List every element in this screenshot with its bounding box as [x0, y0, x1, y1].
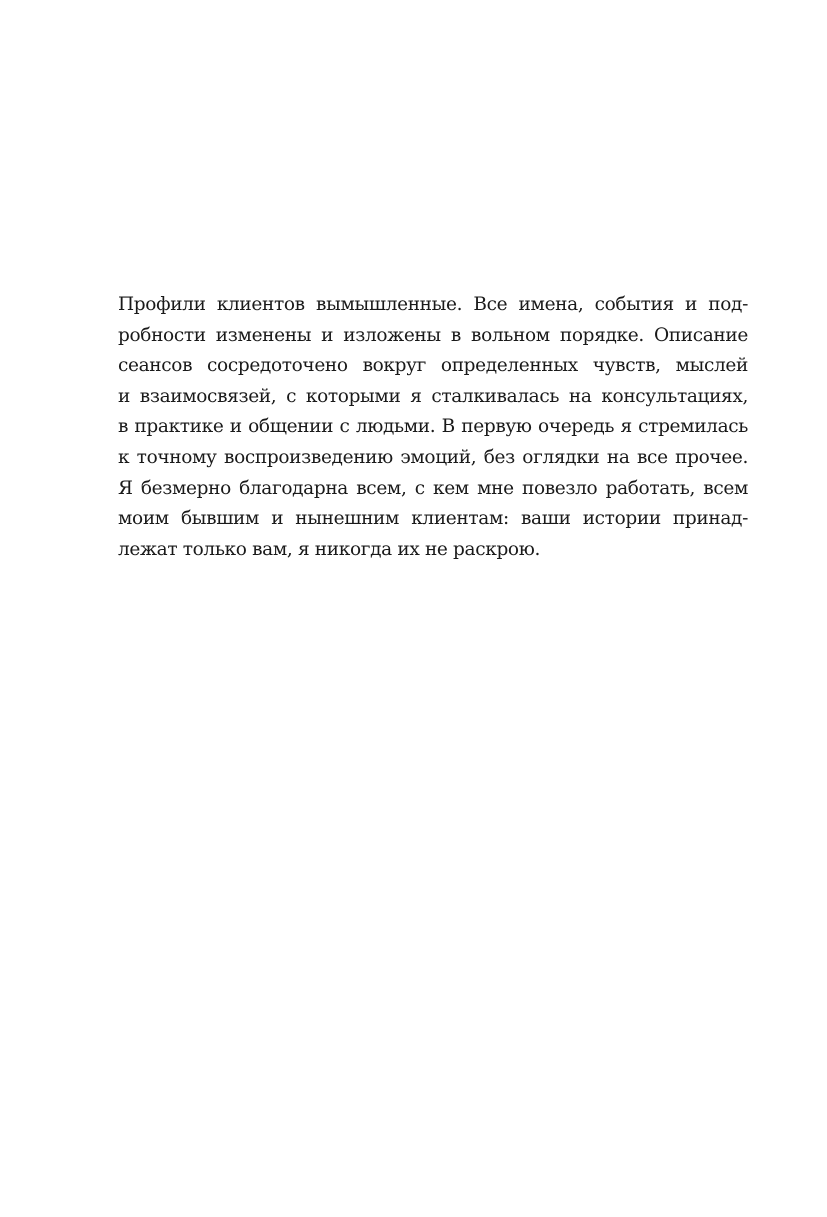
- disclaimer-paragraph: [118, 290, 748, 565]
- paragraph-line: в практике и общении с людьми. В первую очередь я стремилась: [118, 416, 748, 438]
- paragraph-line: сеансов сосредоточено вокруг определенных чувств, мыслей: [118, 355, 748, 377]
- paragraph-line: робности изменены и изложены в вольном порядке. Описание: [118, 324, 748, 346]
- paragraph-line: лежат только вам, я никогда их не раскрою.: [118, 538, 541, 560]
- paragraph-line: и взаимосвязей, с которыми я сталкивалась на консультациях,: [118, 385, 748, 407]
- paragraph-line: Профили клиентов вымышленные. Все имена, события и под-: [118, 294, 748, 315]
- paragraph-line: к точному воспроизведению эмоций, без оглядки на все прочее.: [118, 446, 748, 468]
- paragraph-line: Я безмерно благодарна всем, с кем мне повезло работать, всем: [118, 477, 748, 499]
- paragraph-line: моим бывшим и нынешним клиентам: ваши истории принад-: [118, 508, 748, 530]
